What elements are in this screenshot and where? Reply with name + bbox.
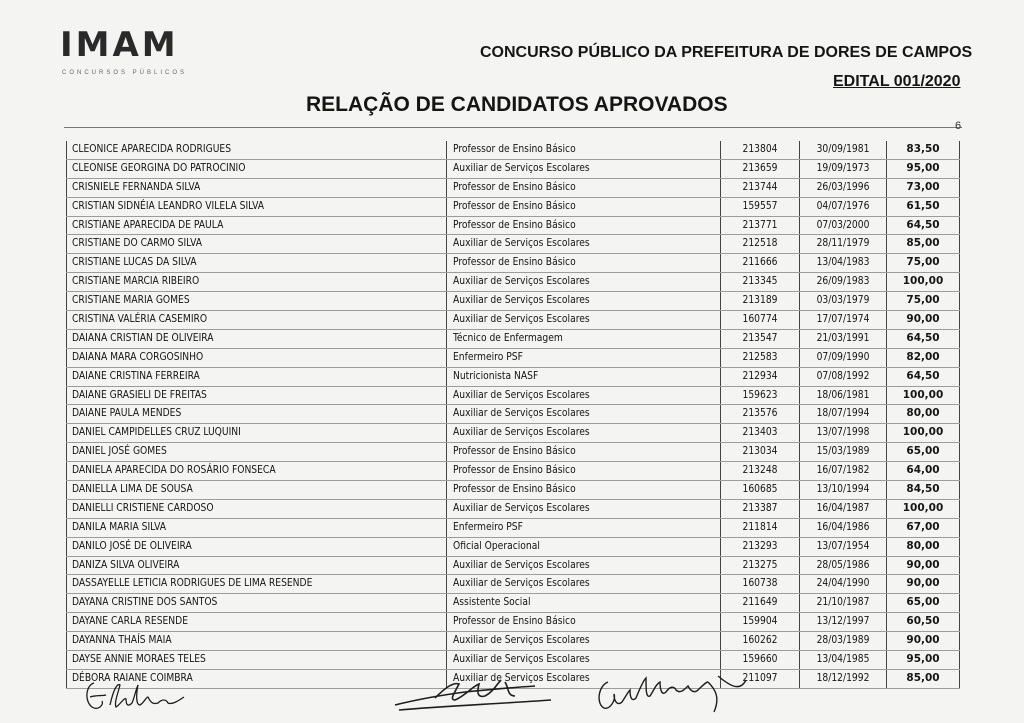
candidate-name: DAYSE ANNIE MORAES TELES xyxy=(66,651,446,669)
candidate-name: DAYANNA THAÍS MAIA xyxy=(66,632,446,650)
candidate-name: DANILA MARIA SILVA xyxy=(66,519,446,537)
candidate-score: 65,00 xyxy=(886,594,960,612)
candidate-name: DANIELA APARECIDA DO ROSÁRIO FONSECA xyxy=(66,462,446,480)
table-row xyxy=(66,387,960,406)
birth-date: 07/09/1990 xyxy=(799,349,886,367)
birth-date: 18/07/1994 xyxy=(799,405,886,423)
logo-wordmark: IMAM xyxy=(60,25,179,65)
registration-number: 213771 xyxy=(720,217,799,235)
header-divider xyxy=(64,127,962,128)
table-row xyxy=(66,235,960,254)
candidate-score: 75,00 xyxy=(886,292,960,310)
candidate-score: 65,00 xyxy=(886,443,960,461)
registration-number: 211097 xyxy=(720,670,799,688)
registration-number: 211666 xyxy=(720,254,799,272)
birth-date: 28/03/1989 xyxy=(799,632,886,650)
candidate-name: DANIZA SILVA OLIVEIRA xyxy=(66,557,446,575)
birth-date: 26/03/1996 xyxy=(799,179,886,197)
table-row xyxy=(66,557,960,576)
candidate-name: DANIELLA LIMA DE SOUSA xyxy=(66,481,446,499)
candidate-role: Auxiliar de Serviços Escolares xyxy=(446,670,720,688)
candidate-name: DAIANE PAULA MENDES xyxy=(66,405,446,423)
table-row xyxy=(66,443,960,462)
candidate-name: DANILO JOSÉ DE OLIVEIRA xyxy=(66,538,446,556)
contest-title: CONCURSO PÚBLICO DA PREFEITURA DE DORES DE CAMPOS xyxy=(480,44,973,61)
table-row xyxy=(66,160,960,179)
registration-number: 159623 xyxy=(720,387,799,405)
candidate-score: 100,00 xyxy=(886,500,960,518)
table-row xyxy=(66,500,960,519)
candidate-score: 82,00 xyxy=(886,349,960,367)
birth-date: 03/03/1979 xyxy=(799,292,886,310)
candidate-role: Auxiliar de Serviços Escolares xyxy=(446,651,720,669)
candidate-role: Auxiliar de Serviços Escolares xyxy=(446,160,720,178)
table-row xyxy=(66,651,960,670)
candidate-name: DAIANA MARA CORGOSINHO xyxy=(66,349,446,367)
registration-number: 213547 xyxy=(720,330,799,348)
candidate-score: 64,50 xyxy=(886,368,960,386)
candidate-role: Professor de Ensino Básico xyxy=(446,613,720,631)
registration-number: 160685 xyxy=(720,481,799,499)
candidate-name: DAYANE CARLA RESENDE xyxy=(66,613,446,631)
candidate-role: Professor de Ensino Básico xyxy=(446,198,720,216)
candidate-name: DÉBORA RAIANE COIMBRA xyxy=(66,670,446,688)
candidate-role: Auxiliar de Serviços Escolares xyxy=(446,273,720,291)
candidate-score: 80,00 xyxy=(886,538,960,556)
candidate-name: CRISTIANE MARCIA RIBEIRO xyxy=(66,273,446,291)
candidate-score: 100,00 xyxy=(886,387,960,405)
approved-candidates-table xyxy=(66,141,960,689)
registration-number: 213189 xyxy=(720,292,799,310)
birth-date: 19/09/1973 xyxy=(799,160,886,178)
candidate-name: DAIANA CRISTIAN DE OLIVEIRA xyxy=(66,330,446,348)
table-row xyxy=(66,292,960,311)
candidate-score: 100,00 xyxy=(886,424,960,442)
table-row xyxy=(66,462,960,481)
registration-number: 212934 xyxy=(720,368,799,386)
candidate-role: Professor de Ensino Básico xyxy=(446,462,720,480)
birth-date: 26/09/1983 xyxy=(799,273,886,291)
table-row xyxy=(66,424,960,443)
candidate-score: 60,50 xyxy=(886,613,960,631)
candidate-role: Auxiliar de Serviços Escolares xyxy=(446,424,720,442)
candidate-score: 90,00 xyxy=(886,311,960,329)
candidate-role: Professor de Ensino Básico xyxy=(446,217,720,235)
candidate-name: DANIELLI CRISTIENE CARDOSO xyxy=(66,500,446,518)
table-row xyxy=(66,273,960,292)
table-row xyxy=(66,481,960,500)
registration-number: 213387 xyxy=(720,500,799,518)
candidate-score: 95,00 xyxy=(886,651,960,669)
candidate-name: DANIEL JOSÉ GOMES xyxy=(66,443,446,461)
candidate-role: Professor de Ensino Básico xyxy=(446,179,720,197)
table-row xyxy=(66,141,960,160)
table-row xyxy=(66,632,960,651)
candidate-name: CRISTINA VALÉRIA CASEMIRO xyxy=(66,311,446,329)
candidate-role: Auxiliar de Serviços Escolares xyxy=(446,632,720,650)
candidate-role: Auxiliar de Serviços Escolares xyxy=(446,575,720,593)
candidate-score: 64,00 xyxy=(886,462,960,480)
candidate-role: Professor de Ensino Básico xyxy=(446,443,720,461)
candidate-name: DAIANE GRASIELI DE FREITAS xyxy=(66,387,446,405)
registration-number: 211649 xyxy=(720,594,799,612)
registration-number: 211814 xyxy=(720,519,799,537)
table-row xyxy=(66,519,960,538)
birth-date: 16/07/1982 xyxy=(799,462,886,480)
candidate-name: CRISTIANE APARECIDA DE PAULA xyxy=(66,217,446,235)
registration-number: 213744 xyxy=(720,179,799,197)
birth-date: 07/03/2000 xyxy=(799,217,886,235)
candidate-score: 100,00 xyxy=(886,273,960,291)
table-row xyxy=(66,538,960,557)
birth-date: 13/07/1998 xyxy=(799,424,886,442)
registration-number: 159557 xyxy=(720,198,799,216)
candidate-name: CLEONISE GEORGINA DO PATROCINIO xyxy=(66,160,446,178)
registration-number: 213804 xyxy=(720,141,799,159)
birth-date: 28/05/1986 xyxy=(799,557,886,575)
signature-1 xyxy=(80,675,200,720)
birth-date: 28/11/1979 xyxy=(799,235,886,253)
birth-date: 16/04/1986 xyxy=(799,519,886,537)
candidate-score: 85,00 xyxy=(886,235,960,253)
table-row xyxy=(66,594,960,613)
registration-number: 213275 xyxy=(720,557,799,575)
table-row xyxy=(66,349,960,368)
candidate-score: 90,00 xyxy=(886,575,960,593)
birth-date: 21/03/1991 xyxy=(799,330,886,348)
table-row xyxy=(66,330,960,349)
birth-date: 13/04/1983 xyxy=(799,254,886,272)
candidate-score: 90,00 xyxy=(886,557,960,575)
table-row xyxy=(66,405,960,424)
signature-3 xyxy=(590,668,760,718)
registration-number: 212518 xyxy=(720,235,799,253)
birth-date: 21/10/1987 xyxy=(799,594,886,612)
logo-subtitle: CONCURSOS PÚBLICOS xyxy=(62,70,188,76)
candidate-score: 85,00 xyxy=(886,670,960,688)
candidate-role: Enfermeiro PSF xyxy=(446,519,720,537)
page-title: RELAÇÃO DE CANDIDATOS APROVADOS xyxy=(306,93,728,116)
candidate-score: 75,00 xyxy=(886,254,960,272)
registration-number: 160738 xyxy=(720,575,799,593)
candidate-role: Enfermeiro PSF xyxy=(446,349,720,367)
birth-date: 13/04/1985 xyxy=(799,651,886,669)
imam-logo xyxy=(60,25,188,76)
registration-number: 213403 xyxy=(720,424,799,442)
registration-number: 159660 xyxy=(720,651,799,669)
table-row xyxy=(66,217,960,236)
birth-date: 13/10/1994 xyxy=(799,481,886,499)
candidate-score: 67,00 xyxy=(886,519,960,537)
candidate-role: Professor de Ensino Básico xyxy=(446,141,720,159)
registration-number: 212583 xyxy=(720,349,799,367)
birth-date: 17/07/1974 xyxy=(799,311,886,329)
candidate-name: DANIEL CAMPIDELLES CRUZ LUQUINI xyxy=(66,424,446,442)
table-row xyxy=(66,368,960,387)
birth-date: 13/12/1997 xyxy=(799,613,886,631)
table-row xyxy=(66,198,960,217)
registration-number: 213576 xyxy=(720,405,799,423)
candidate-name: CRISTIANE LUCAS DA SILVA xyxy=(66,254,446,272)
candidate-name: CRISTIAN SIDNÉIA LEANDRO VILELA SILVA xyxy=(66,198,446,216)
candidate-score: 84,50 xyxy=(886,481,960,499)
candidate-name: CRISNIELE FERNANDA SILVA xyxy=(66,179,446,197)
candidate-name: CRISTIANE DO CARMO SILVA xyxy=(66,235,446,253)
candidate-score: 90,00 xyxy=(886,632,960,650)
candidate-score: 80,00 xyxy=(886,405,960,423)
birth-date: 04/07/1976 xyxy=(799,198,886,216)
registration-number: 159904 xyxy=(720,613,799,631)
candidate-role: Oficial Operacional xyxy=(446,538,720,556)
table-row xyxy=(66,179,960,198)
signature-2 xyxy=(375,670,560,715)
birth-date: 07/08/1992 xyxy=(799,368,886,386)
registration-number: 160774 xyxy=(720,311,799,329)
table-row xyxy=(66,311,960,330)
candidate-role: Professor de Ensino Básico xyxy=(446,481,720,499)
table-row xyxy=(66,254,960,273)
candidate-name: CRISTIANE MARIA GOMES xyxy=(66,292,446,310)
candidate-score: 95,00 xyxy=(886,160,960,178)
candidate-name: DASSAYELLE LETICIA RODRIGUES DE LIMA RESENDE xyxy=(66,575,446,593)
candidate-role: Técnico de Enfermagem xyxy=(446,330,720,348)
registration-number: 160262 xyxy=(720,632,799,650)
registration-number: 213034 xyxy=(720,443,799,461)
birth-date: 13/07/1954 xyxy=(799,538,886,556)
birth-date: 24/04/1990 xyxy=(799,575,886,593)
table-row xyxy=(66,575,960,594)
candidate-role: Auxiliar de Serviços Escolares xyxy=(446,292,720,310)
edital-number: EDITAL 001/2020 xyxy=(833,73,961,90)
registration-number: 213248 xyxy=(720,462,799,480)
candidate-score: 64,50 xyxy=(886,217,960,235)
registration-number: 213659 xyxy=(720,160,799,178)
table-row xyxy=(66,613,960,632)
candidate-name: CLEONICE APARECIDA RODRIGUES xyxy=(66,141,446,159)
birth-date: 30/09/1981 xyxy=(799,141,886,159)
candidate-score: 73,00 xyxy=(886,179,960,197)
birth-date: 18/12/1992 xyxy=(799,670,886,688)
candidate-role: Assistente Social xyxy=(446,594,720,612)
birth-date: 15/03/1989 xyxy=(799,443,886,461)
candidate-score: 83,50 xyxy=(886,141,960,159)
candidate-name: DAIANE CRISTINA FERREIRA xyxy=(66,368,446,386)
candidate-name: DAYANA CRISTINE DOS SANTOS xyxy=(66,594,446,612)
candidate-role: Auxiliar de Serviços Escolares xyxy=(446,235,720,253)
candidate-role: Auxiliar de Serviços Escolares xyxy=(446,500,720,518)
birth-date: 18/06/1981 xyxy=(799,387,886,405)
candidate-role: Professor de Ensino Básico xyxy=(446,254,720,272)
candidate-role: Nutricionista NASF xyxy=(446,368,720,386)
candidate-score: 61,50 xyxy=(886,198,960,216)
registration-number: 213293 xyxy=(720,538,799,556)
candidate-score: 64,50 xyxy=(886,330,960,348)
page-number: 6 xyxy=(955,120,962,132)
candidate-role: Auxiliar de Serviços Escolares xyxy=(446,387,720,405)
candidate-role: Auxiliar de Serviços Escolares xyxy=(446,311,720,329)
birth-date: 16/04/1987 xyxy=(799,500,886,518)
candidate-role: Auxiliar de Serviços Escolares xyxy=(446,405,720,423)
registration-number: 213345 xyxy=(720,273,799,291)
candidate-role: Auxiliar de Serviços Escolares xyxy=(446,557,720,575)
